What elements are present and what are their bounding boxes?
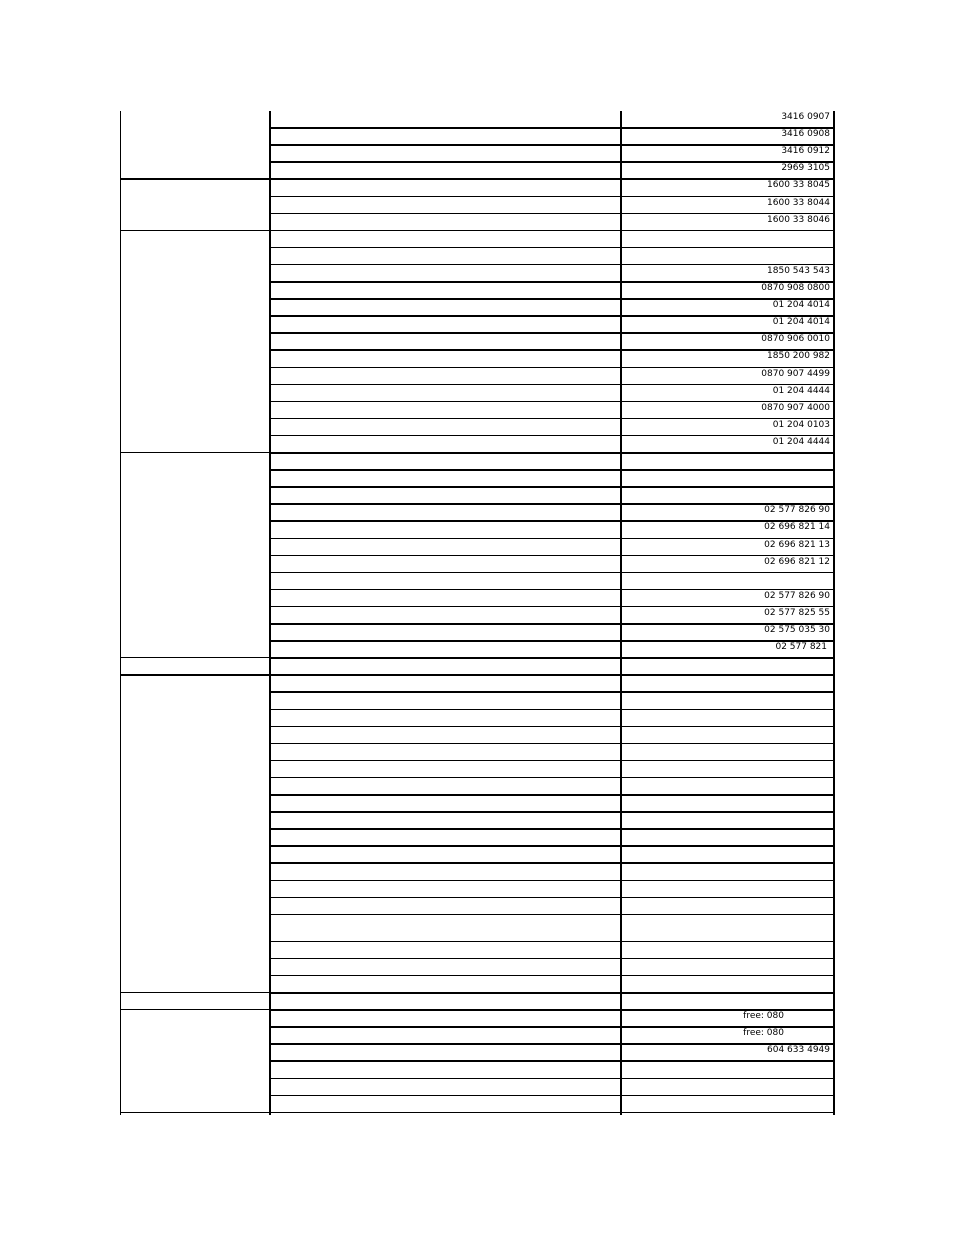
- table-row: [270, 248, 834, 265]
- table-row: [270, 350, 834, 367]
- row-rule: [270, 726, 834, 728]
- table-row: [270, 436, 834, 453]
- table-row: [270, 299, 834, 316]
- phone-number: 2969 3105: [781, 163, 830, 174]
- table-row: [270, 385, 834, 402]
- phone-number: 1850 543 543: [767, 265, 830, 276]
- table-row: [270, 1096, 834, 1113]
- row-rule: [270, 1026, 834, 1028]
- group-label-cell: [120, 111, 270, 179]
- table-row: [270, 504, 834, 521]
- row-rule: [270, 941, 834, 943]
- row-rule: [270, 144, 834, 146]
- table-row: [270, 727, 834, 744]
- phone-number: 1600 33 8045: [767, 180, 830, 191]
- row-rule: [270, 332, 834, 334]
- row-rule: [270, 811, 834, 813]
- phone-number: 02 696 821 13: [764, 539, 830, 550]
- row-rule: [270, 862, 834, 864]
- group-label-cell: [120, 1010, 270, 1113]
- row-rule: [270, 1078, 834, 1080]
- phone-number: 604 633 4949: [767, 1045, 830, 1056]
- table-row: [270, 402, 834, 419]
- table-row: [270, 795, 834, 812]
- table-row: [270, 128, 834, 145]
- row-rule: [270, 1043, 834, 1045]
- table-row: [270, 453, 834, 470]
- row-rule: [270, 691, 834, 693]
- table-row: [270, 111, 834, 128]
- phone-number: 02 577 821: [775, 642, 827, 653]
- table-row: [270, 556, 834, 573]
- group-label-cell: [120, 179, 270, 230]
- group-label-cell: [120, 993, 270, 1010]
- table-row: [270, 976, 834, 993]
- table-row: [270, 368, 834, 385]
- table-row: [270, 915, 834, 942]
- table-row: [270, 710, 834, 727]
- table-row: [270, 624, 834, 641]
- row-rule: [270, 418, 834, 420]
- phone-number: 3416 0907: [781, 112, 830, 122]
- phone-number: 0870 908 0800: [761, 283, 830, 293]
- table-row: [270, 419, 834, 436]
- table-row: [270, 881, 834, 898]
- row-rule: [270, 367, 834, 369]
- row-rule: [270, 743, 834, 745]
- phone-number: 02 696 821 14: [764, 522, 830, 533]
- phone-number: 01 204 4444: [772, 436, 830, 447]
- table-row: [270, 846, 834, 863]
- phone-number: 1850 200 982: [767, 351, 830, 362]
- phone-number: 0870 907 4000: [761, 402, 830, 413]
- table-row: [270, 197, 834, 214]
- row-rule: [270, 958, 834, 960]
- table-row: [270, 863, 834, 880]
- table-row: [270, 1061, 834, 1078]
- group-label-cell: [120, 658, 270, 675]
- phone-number: 02 575 035 30: [764, 625, 830, 635]
- row-rule: [270, 349, 834, 351]
- row-rule: [270, 589, 834, 591]
- row-rule: [270, 538, 834, 540]
- table-row: [270, 231, 834, 248]
- table-row: [270, 658, 834, 675]
- phone-number: 01 204 0103: [772, 419, 830, 430]
- table-row: [270, 470, 834, 487]
- row-rule: [270, 213, 834, 215]
- table-row: [270, 145, 834, 162]
- row-rule: [270, 975, 834, 977]
- row-rule: [270, 794, 834, 796]
- row-rule: [270, 315, 834, 317]
- row-rule: [270, 384, 834, 386]
- table-row: [270, 539, 834, 556]
- row-rule: [270, 914, 834, 916]
- table-row: [270, 761, 834, 778]
- table-row: [270, 744, 834, 761]
- row-rule: [270, 298, 834, 300]
- table-row: [270, 573, 834, 590]
- phone-number: 02 696 821 12: [764, 556, 830, 567]
- table-row: [270, 316, 834, 333]
- row-rule: [270, 127, 834, 129]
- row-rule: [270, 606, 834, 608]
- table-row: [270, 162, 834, 179]
- table-row: [270, 607, 834, 624]
- row-rule: [270, 401, 834, 403]
- row-rule: [270, 1095, 834, 1097]
- row-rule: [270, 264, 834, 266]
- table-row: [270, 675, 834, 692]
- phone-number: 1600 33 8044: [767, 197, 830, 208]
- row-rule: [270, 709, 834, 711]
- phone-number: 01 204 4014: [772, 300, 830, 311]
- phone-number: 01 204 4014: [772, 317, 830, 328]
- row-rule: [270, 503, 834, 505]
- phone-number: free: 080: [743, 1011, 784, 1022]
- row-rule: [270, 897, 834, 899]
- row-rule: [270, 435, 834, 437]
- row-rule: [270, 247, 834, 249]
- table-row: [270, 590, 834, 607]
- table-row: [270, 282, 834, 299]
- row-rule: [270, 486, 834, 488]
- row-rule: [270, 1060, 834, 1062]
- table-row: [270, 692, 834, 709]
- row-rule: [270, 196, 834, 198]
- table-bottom-rule: [120, 1112, 834, 1113]
- row-rule: [270, 880, 834, 882]
- table-row: [270, 214, 834, 231]
- row-rule: [270, 161, 834, 163]
- table-row: [270, 898, 834, 915]
- row-rule: [270, 845, 834, 847]
- row-rule: [270, 469, 834, 471]
- table-row: [270, 959, 834, 976]
- table-row: [270, 829, 834, 846]
- row-rule: [270, 640, 834, 642]
- row-rule: [270, 281, 834, 283]
- table-row: [270, 179, 834, 196]
- group-label-cell: [120, 231, 270, 453]
- phone-number: 01 204 4444: [772, 385, 830, 396]
- row-rule: [270, 572, 834, 574]
- table-row: [270, 942, 834, 959]
- phone-number: 02 577 826 90: [764, 590, 830, 601]
- phone-number: free: 080: [743, 1028, 784, 1039]
- table-row: [270, 333, 834, 350]
- row-rule: [270, 555, 834, 557]
- group-label-cell: [120, 675, 270, 993]
- table-row: [270, 1079, 834, 1096]
- table-row: [270, 265, 834, 282]
- phone-number: 1600 33 8046: [767, 214, 830, 225]
- phone-number: 02 577 826 90: [764, 505, 830, 516]
- row-rule: [270, 777, 834, 779]
- table-row: [270, 778, 834, 795]
- row-rule: [270, 828, 834, 830]
- row-rule: [270, 760, 834, 762]
- phone-number: 0870 906 0010: [761, 334, 830, 345]
- table-row: [270, 1044, 834, 1061]
- phone-number: 3416 0908: [781, 129, 830, 140]
- table-row: [270, 521, 834, 538]
- phone-number: 02 577 825 55: [764, 607, 830, 618]
- row-rule: [270, 623, 834, 625]
- group-label-cell: [120, 453, 270, 658]
- table-row: [270, 812, 834, 829]
- table-row: [270, 993, 834, 1010]
- phone-number: 3416 0912: [781, 146, 830, 157]
- row-rule: [270, 520, 834, 522]
- phone-number: 0870 907 4499: [761, 368, 830, 379]
- table-row: [270, 641, 834, 658]
- table-row: [270, 487, 834, 504]
